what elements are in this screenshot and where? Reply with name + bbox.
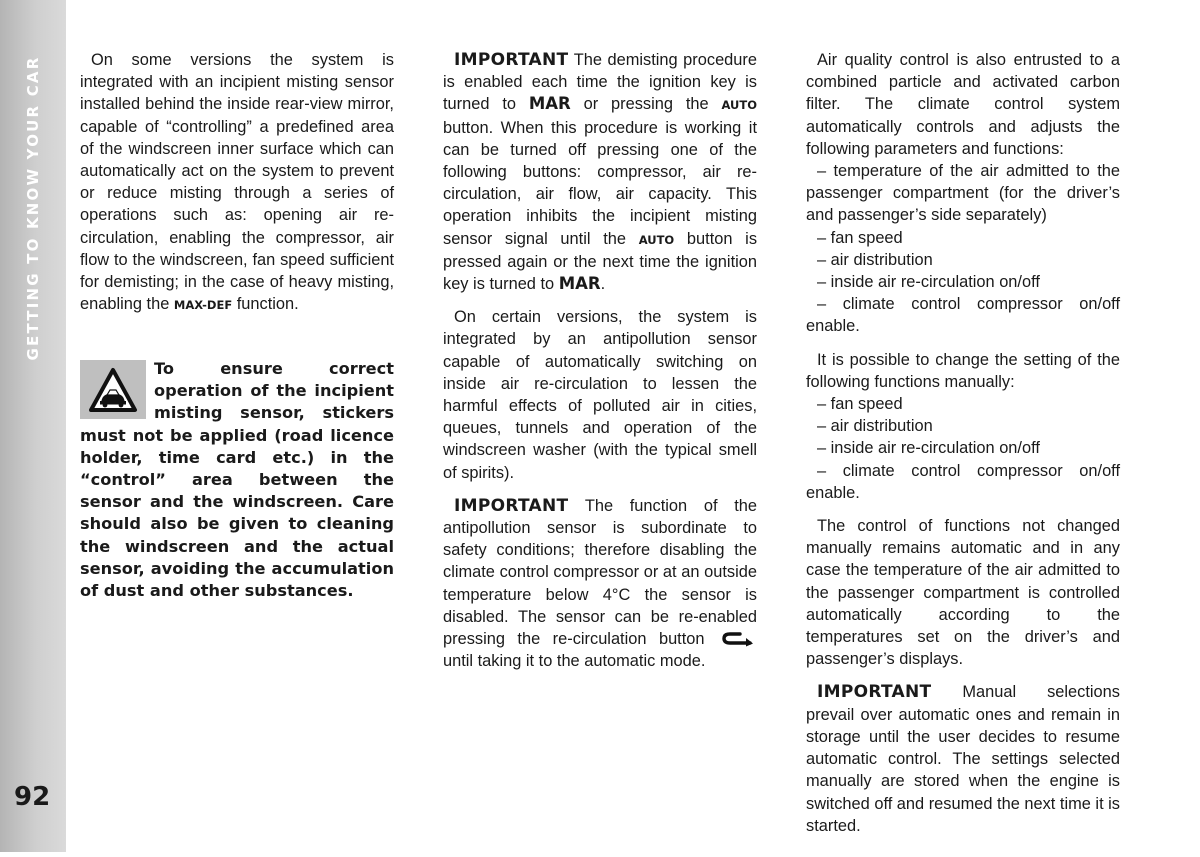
mar-keyword: MAR bbox=[558, 274, 601, 294]
list-item: – climate control compressor on/off enable. bbox=[806, 295, 1120, 336]
list-item: – fan speed bbox=[817, 228, 903, 247]
list-item: – air distribution bbox=[817, 417, 933, 436]
important-label: IMPORTANT bbox=[817, 682, 932, 703]
antipollution-paragraph: On certain versions, the system is integrated by an antipollution sensor capable of automatically switching on inside air re-circulation to lessen the harmful effects of polluted air in cities, queues, tunnels and operation of the windscreen washer (with the typical smell of spirits). bbox=[443, 308, 757, 482]
misting-sensor-paragraph: On some versions the system is integrated with an incipient misting sensor installed behind the inside rear-view mirror, capable of “controlling” a predefined area of the windscreen inner surface which can automatically act on the system to prevent or reduce misting through a series of operations such as: opening air re-circulation, enabling the compressor, air flow to the windscreen, fan speed sufficient for demisting; in the case of heavy misting, enabling the MAX-DEF function. bbox=[80, 51, 394, 314]
antipollution-important-paragraph: IMPORTANT The function of the antipollution sensor is subordinate to safety conditions; therefore disabling the climate control compressor or at an outside temperature below 4°C the sensor is disabled. The sensor can be re-enabled pressing the re-circulation button until taking it to the automatic mode. bbox=[443, 495, 757, 671]
section-sidebar bbox=[0, 0, 66, 852]
page-number: 92 bbox=[14, 782, 51, 812]
list-item: – climate control compressor on/off enable. bbox=[806, 461, 1120, 502]
demisting-important-paragraph: IMPORTANT The demisting procedure is enabled each time the ignition key is turned to MAR or pressing the AUTO button. When this procedure is working it can be turned off pressing one of the following buttons: compressor, air re-circulation, air flow, air capacity. This operation inhibits the incipient misting sensor signal until the AUTO button is pressed again or the next time the ignition key is turned to MAR. bbox=[443, 50, 758, 294]
warning-misting-icon bbox=[88, 367, 138, 413]
auto-keyword: AUTO bbox=[721, 98, 757, 113]
automatic-control-paragraph: The control of functions not changed manually remains automatic and in any case the temperature of the air admitted to the passenger compartment is controlled automatically according to the temperatures set on the driver’s and passenger’s displays. bbox=[806, 517, 1120, 669]
section-title: GETTING TO KNOW YOUR CAR bbox=[24, 55, 42, 361]
air-quality-paragraph: Air quality control is also entrusted to a combined particle and activated carbon filter. The climate control system automatically controls and adjusts the following parameters and functions: bbox=[806, 51, 1120, 158]
text-column-3 bbox=[806, 49, 1120, 837]
max-def-keyword: MAX-DEF bbox=[173, 298, 233, 313]
warning-block bbox=[80, 358, 394, 602]
text-column-1 bbox=[80, 49, 394, 316]
auto-keyword: AUTO bbox=[638, 232, 675, 247]
list-item: – fan speed bbox=[817, 395, 903, 414]
mar-keyword: MAR bbox=[528, 94, 571, 114]
recirculation-icon bbox=[720, 631, 754, 647]
text-column-2 bbox=[443, 49, 757, 672]
important-label: IMPORTANT bbox=[454, 50, 569, 70]
warning-text: To ensure correct operation of the incipient misting sensor, stickers must not be applied (road licence holder, time card etc.) in the “control” area between the sensor and the windscreen. Care should also be given to cleaning the windscreen and the actual sensor, avoiding the accumulation of dust and other substances. bbox=[80, 359, 394, 601]
list-item: – temperature of the air admitted to the passenger compartment (for the driver’s and passenger’s side separately) bbox=[806, 162, 1120, 225]
important-label: IMPORTANT bbox=[454, 495, 569, 516]
manual-settings-paragraph: It is possible to change the setting of the following functions manually: bbox=[806, 350, 1120, 391]
list-item: – inside air re-circulation on/off bbox=[817, 439, 1040, 458]
warning-icon-box bbox=[80, 360, 146, 419]
manual-selections-important-paragraph: IMPORTANT Manual selections prevail over automatic ones and remain in storage until the user decides to resume automatic control. The settings selected manually are stored when the engine is switched off and resumed the next time it is started. bbox=[806, 682, 1121, 835]
list-item: – air distribution bbox=[817, 250, 933, 269]
list-item: – inside air re-circulation on/off bbox=[817, 273, 1040, 292]
